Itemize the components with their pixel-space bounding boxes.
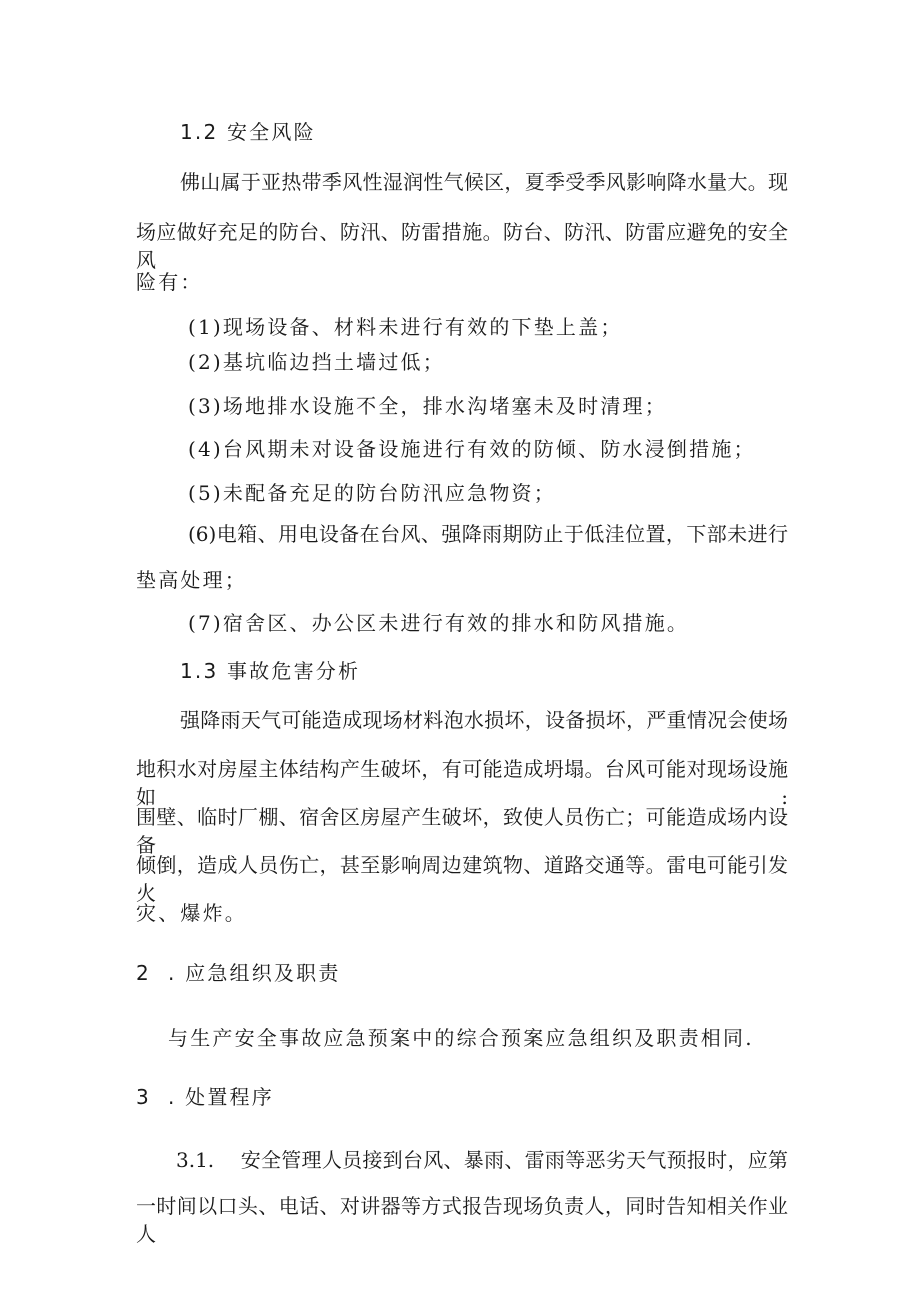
section-1-2-heading: 1.2 安全风险 [180,120,316,144]
section-1-3-heading: 1.3 事故危害分析 [180,659,361,683]
section-2-text: 与生产安全事故应急预案中的综合预案应急组织及职责相同. [168,1026,754,1050]
section-1-3-line-2: 地积水对房屋主体结构产生破坏，有可能造成坍塌。台风可能对现场设施如: [136,757,788,809]
section-1-3-line-5: 灾、爆炸。 [136,901,247,925]
section-3-heading: 3 . 处置程序 [136,1085,274,1109]
risk-item-6-line-2: 垫高处理； [136,568,247,592]
section-3-line-1: 3.1. 安全管理人员接到台风、暴雨、雷雨等恶劣天气预报时，应第 [176,1148,788,1172]
section-3-line-2: 一时间以口头、电话、对讲器等方式报告现场负责人，同时告知相关作业人 [136,1194,788,1246]
section-1-3-line-1: 强降雨天气可能造成现场材料泡水损坏，设备损坏，严重情况会使场 [180,708,788,732]
section-1-2-intro-line-2: 场应做好充足的防台、防汛、防雷措施。防台、防汛、防雷应避免的安全风 [136,220,788,272]
section-1-3-line-3: 围壁、临时厂棚、宿舍区房屋产生破坏，致使人员伤亡；可能造成场内设备 [136,805,788,857]
risk-item-3: (3)场地排水设施不全，排水沟堵塞未及时清理； [188,394,667,418]
risk-item-6-line-1: (6)电箱、用电设备在台风、强降雨期防止于低洼位置，下部未进行 [188,522,788,546]
risk-item-1: (1)现场设备、材料未进行有效的下垫上盖； [188,315,623,339]
section-2-heading: 2 . 应急组织及职责 [136,961,341,985]
section-1-2-intro-line-3: 险有： [136,270,203,294]
risk-item-2: (2)基坑临边挡土墙过低； [188,350,445,374]
risk-item-5: (5)未配备充足的防台防汛应急物资； [188,481,556,505]
risk-item-7: (7)宿舍区、办公区未进行有效的排水和防风措施。 [188,611,690,635]
section-1-2-intro-line-1: 佛山属于亚热带季风性湿润性气候区，夏季受季风影响降水量大。现 [180,170,788,194]
section-1-3-line-4: 倾倒，造成人员伤亡，甚至影响周边建筑物、道路交通等。雷电可能引发火 [136,853,788,905]
risk-item-4: (4)台风期未对设备设施进行有效的防倾、防水浸倒措施； [188,437,756,461]
